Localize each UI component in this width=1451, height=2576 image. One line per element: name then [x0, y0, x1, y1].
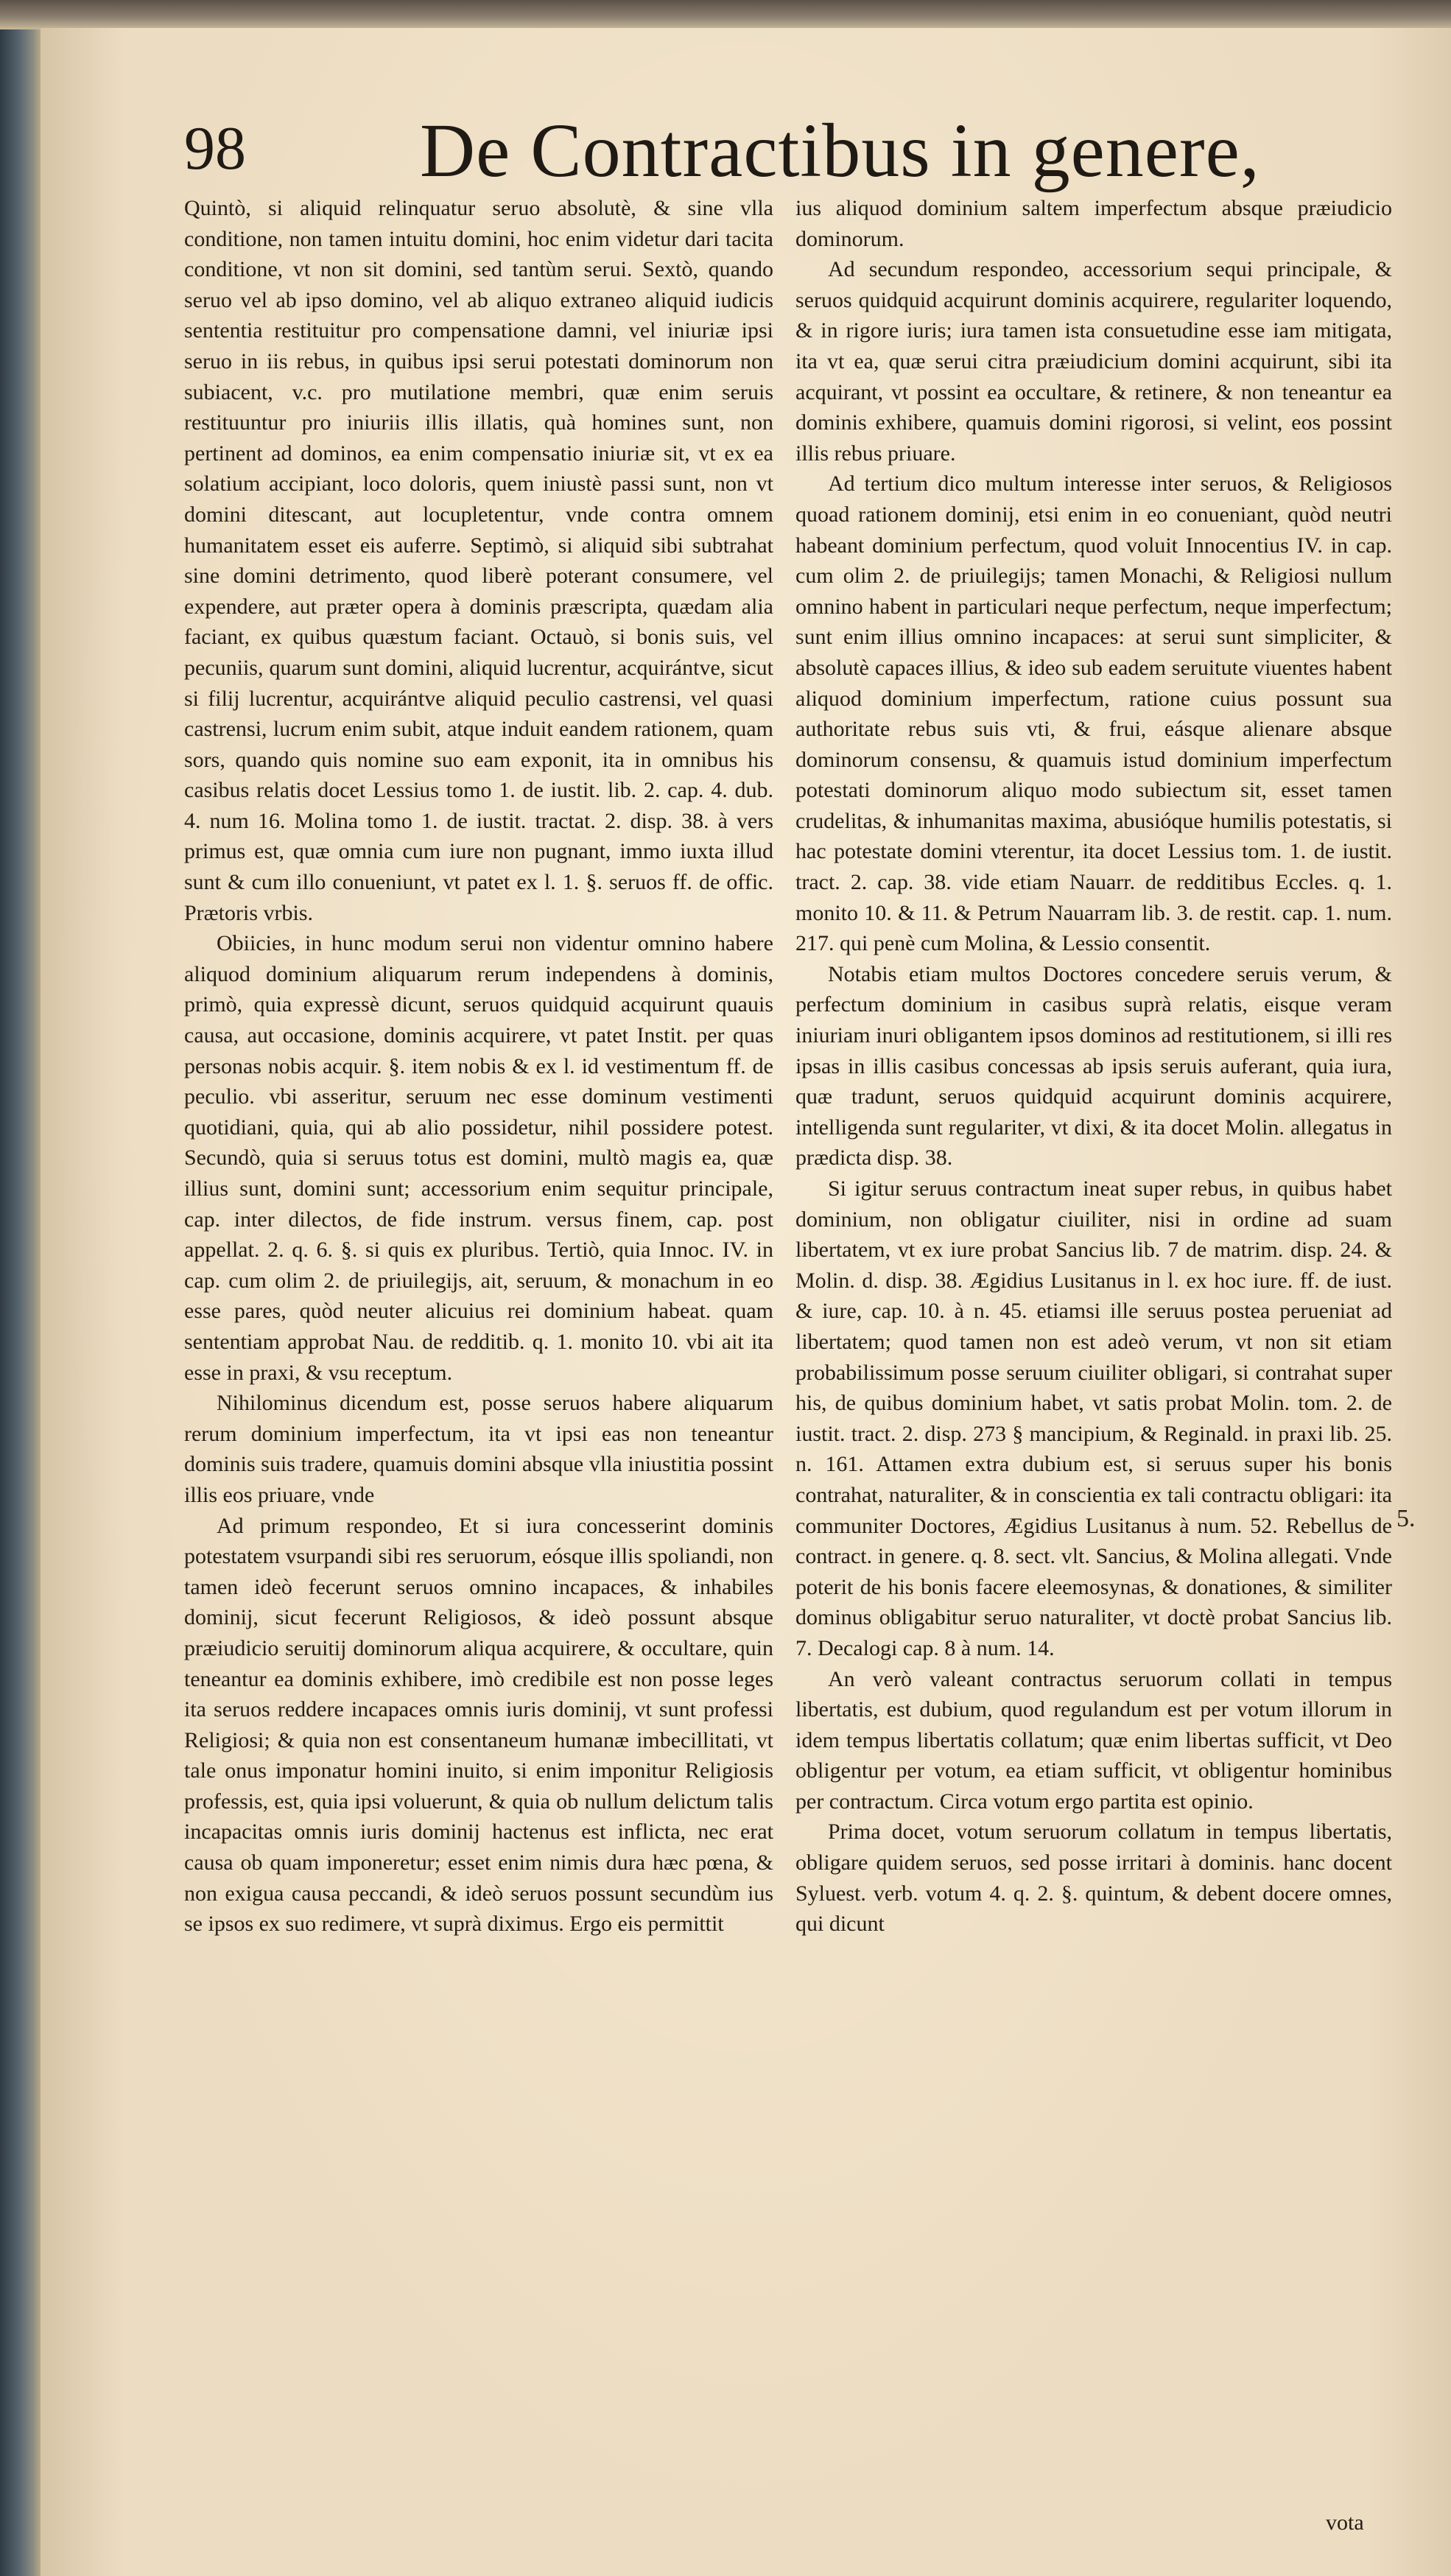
book-binding	[0, 29, 41, 2576]
paragraph: Notabis etiam multos Doctores concedere seruis verum, & perfectum dominium in casibus suprà relatis, eisque veram iniuriam inuri obligantem ipsos dominos ad restitutionem, si illi res ipsas in illis casibus concessas ab ipsis seruis auferant, quia iura, quæ tradunt, seruos quidquid acquirunt dominis acquirere, intelligenda sunt regulariter, vt dixi, & ita docet Molin. allegatus in prædicta disp. 38.	[795, 961, 1392, 1171]
page-header	[184, 108, 1304, 193]
left-column	[184, 193, 773, 1940]
paragraph: Nihilominus dicendum est, posse seruos habere aliquarum rerum dominium imperfectum, ita vt ipsi eas non teneantur dominis suis tradere, quamuis domini absque vlla iniustitia possint illis eos priuare, vnde	[184, 1391, 773, 1507]
paragraph: Ad primum respondeo, Et si iura concesserint dominis potestatem vsurpandi sibi res seruorum, eósque illis spoliandi, non tamen ideò fecerunt seruos omnino incapaces, & inhabiles dominij, sicut fecerunt Religiosos, & ideò possunt absque præiudicio seruitij dominorum aliqua acquirere, & occultare, quin teneantur ea dominis exhibere, imò credibile est non posse leges ita seruos reddere incapaces omnis iuris dominij, vt sunt professi Religiosi; & quia non est consentaneum humanæ imbecillitati, vt tale onus imponatur homini inuito, si enim imponitur Religiosis professis, est, quia ipsi voluerunt, & quia ob nullum delictum talis incapacitas omnis iuris dominij hactenus est inflicta, nec erat causa ob quam imponeretur; esset enim nimis dura hæc pœna, & non exigua causa peccandi, & ideò seruos possunt secundùm ius se ipsos ex suo redimere, vt suprà diximus. Ergo eis permittit	[184, 1513, 773, 1937]
running-title: De Contractibus in genere,	[420, 108, 1260, 193]
paragraph: Obiicies, in hunc modum serui non videntur omnino habere aliquod dominium aliquarum rerum independens à dominis, primò, quia expressè dicunt, seruos quidquid acquirunt quauis causa, aut occasione, dominis acquirere, vt patet Instit. per quas personas nobis acquir. §. item nobis & ex l. id vestimentum ff. de peculio. vbi asseritur, seruum nec esse dominum vestimenti quotidiani, quia, qui ab alio possidetur, nihil possidere potest. Secundò, quia si seruus totus est domini, multò magis ea, quæ illius sunt, domini sunt; accessorium enim sequitur principale, cap. inter dilectos, de fide instrum. versus finem, cap. post appellat. 2. q. 6. §. si quis ex pluribus. Tertiò, quia Innoc. IV. in cap. cum olim 2. de priuilegijs, ait, seruum, & monachum in eo esse pares, quòd neuter alicuius rei dominium habeat. quam sententiam approbat Nau. de redditib. q. 1. monito 10. vbi ait ita esse in praxi, & vsu receptum.	[184, 931, 773, 1385]
paragraph: Prima docet, votum seruorum collatum in tempus libertatis, obligare quidem seruos, sed posse irritari à dominis. hanc docent Syluest. verb. votum 4. q. 2. §. quintum, & debent docere omnes, qui dicunt	[795, 1819, 1392, 1937]
margin-note: 5.	[1396, 1505, 1416, 1532]
page-number: 98	[184, 114, 246, 183]
catchword: vota	[1326, 2510, 1364, 2535]
paragraph: Ad secundum respondeo, accessorium sequi principale, & seruos quidquid acquirunt dominis acquirere, regulariter loquendo, & in rigore iuris; iura tamen ista consuetudine esse iam mitigata, ita vt ea, quæ serui citra præiudicium domini acquirunt, sibi ita acquirant, vt possint ea occultare, & retinere, & non teneantur ea dominis exhibere, quamuis domini rigorosi, si velint, eos possint illis rebus priuare.	[795, 257, 1392, 466]
paragraph: Si igitur seruus contractum ineat super rebus, in quibus habet dominium, non obligatur ciuiliter, nisi in ordine ad suam libertatem, vt ex iure probat Sancius lib. 7 de matrim. disp. 24. & Molin. d. disp. 38. Ægidius Lusitanus in l. ex hoc iure. ff. de iust. & iure, cap. 10. à n. 45. etiamsi ille seruus postea perueniat ad libertatem; quod tamen non est adeò verum, vt non sit etiam probabilissimum posse seruum ciuiliter obligari, si contrahat super his, de quibus dominium habet, vt satis probat Molin. tom. 2. de iustit. tract. 2. disp. 273 § mancipium, & Reginald. in praxi lib. 25. n. 161. Attamen extra dubium est, si seruus super his bonis contrahat, naturaliter, & in conscientia ex tali contractu obligari: ita communiter Doctores, Ægidius Lusitanus à num. 52. Rebellus de contract. in genere. q. 8. sect. vlt. Sancius, & Molina allegati. Vnde poterit de his bonis facere eleemosynas, & donationes, & similiter dominus obligabitur seruo naturaliter, vt doctè probat Sancius lib. 7. Decalogi cap. 8 à num. 14.	[795, 1176, 1392, 1660]
page-top-edge	[0, 0, 1451, 29]
paragraph: Ad tertium dico multum interesse inter seruos, & Religiosos quoad rationem dominij, etsi enim in eo conueniant, quòd neutri habeant dominium perfectum, quod voluit Innocentius IV. in cap. cum olim 2. de priuilegijs; tamen Monachi, & Religiosi nullum omnino habent in particulari neque perfectum, neque imperfectum; sunt enim illius omnino incapaces: at serui sunt simpliciter, & absolutè capaces illius, & ideo sub eadem seruitute viuentes habent aliquod dominium imperfectum, ratione cuius possunt sua authoritate rebus suis vti, & frui, eásque alienare absque dominorum consensu, & quamuis istud dominium imperfectum potestati dominorum aliquo modo subiectum sit, esset tamen crudelitas, & inhumanitas maxima, abusióque humilis potestatis, si hac potestate domini vterentur, ita docet Lessius tom. 1. de iustit. tract. 2. cap. 38. vide etiam Nauarr. de redditibus Eccles. q. 1. monito 10. & 11. & Petrum Nauarram lib. 3. de restit. cap. 1. num. 217. qui penè cum Molina, & Lessio consentit.	[795, 471, 1392, 956]
paragraph: An verò valeant contractus seruorum collati in tempus libertatis, est dubium, quod regulandum est per votum illorum in idem tempus libertatis collatum; quæ enim libertas sufficit, vt Deo obligentur per votum, ea etiam sufficit, vt obligentur hominibus per contractum. Circa votum ergo partita est opinio.	[795, 1666, 1392, 1814]
paragraph: ius aliquod dominium saltem imperfectum absque præiudicio dominorum.	[795, 196, 1392, 251]
paragraph: Quintò, si aliquid relinquatur seruo absolutè, & sine vlla conditione, non tamen intuitu domini, hoc enim videtur dari tacita conditione, vt non sit domini, sed tantùm serui. Sextò, quando seruo vel ab ipso domino, vel ab aliquo extraneo aliquid iudicis sententia restituitur pro compensatione damni, vel iniuriæ ipsi seruo in iis rebus, in quibus ipsi serui potestati dominorum non subiacent, v.c. pro mutilatione membri, quæ enim seruis restituuntur pro iniuriis illis illatis, quà homines sunt, non pertinent ad dominos, ea enim compensatio iniuriæ sit, vt ex ea solatium accipiant, loco doloris, quem iniustè passi sunt, non vt domini ditescant, aut locupletentur, vnde contra omnem humanitatem esset eis auferre. Septimò, si aliquid sibi subtrahat sine domini detrimento, quod liberè poterant consumere, vel expendere, aut præter opera à dominis præscripta, quædam alia faciant, ex quibus quæstum faciant. Octauò, si bonis suis, vel pecuniis, quarum sunt domini, aliquid lucrentur, acquirántve, sicut si filij lucrentur, acquirántve aliquid peculio castrensi, vel quasi castrensi, lucrum enim subit, atque induit eandem rationem, quam sors, quando quis nomine suo eam exponit, ita in omnibus his casibus relatis docet Lessius tomo 1. de iustit. lib. 2. cap. 4. dub. 4. num 16. Molina tomo 1. de iustit. tractat. 2. disp. 38. à vers primus est, quæ omnia cum iure non pugnant, immo iuxta illud sunt & cum illo conueniunt, vt patet ex l. 1. §. seruos ff. de offic. Prætoris vrbis.	[184, 196, 773, 925]
right-column	[795, 193, 1392, 1940]
